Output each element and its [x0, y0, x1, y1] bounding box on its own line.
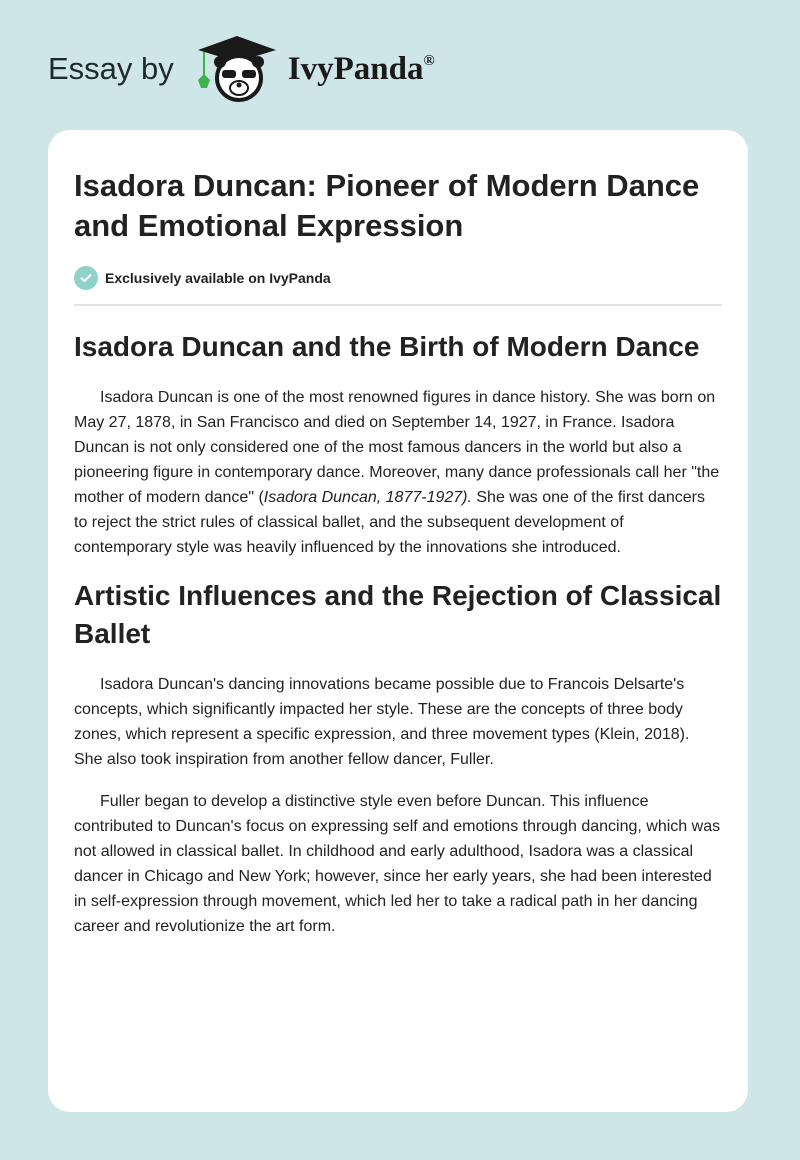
ivypanda-logo-icon[interactable]: [194, 34, 280, 104]
exclusive-badge: [74, 266, 722, 306]
ivypanda-brand[interactable]: [288, 51, 435, 88]
paragraph: Isadora Duncan's dancing innovations became possible due to Francois Delsarte's concepts, which significantly impacted her style. These are the concepts of three body zones, which represent a specific expression, and three movement types (Klein, 2018). She also took inspiration from another fellow dancer, Fuller.: [74, 676, 690, 768]
essay-by-label: Essay by: [48, 51, 174, 86]
citation-years: , 1877-1927).: [376, 489, 472, 506]
text: Isadora Duncan is one of the most renowned figures in dance history. She was born on May 27, 1878, in San Francisco and died on September 14, 1927, in France. Isadora Duncan is not only considered one of the most famous dancers in the world but also a pioneering figure in contemporary dance. Moreover, many dance professionals call her "the mother of modern dance" (: [74, 389, 720, 506]
check-icon: [74, 266, 98, 290]
section-heading: Isadora Duncan and the Birth of Modern Dance: [74, 331, 700, 362]
text: She was one of the first dancers to reject the strict rules of classical ballet, and the subsequent development of contemporary style was heavily influenced by the innovations she introduced.: [74, 489, 705, 556]
page-title: Isadora Duncan: Pioneer of Modern Dance and Emotional Expression: [74, 168, 700, 243]
essay-card: [48, 130, 748, 1112]
brand-name: IvyPanda: [287, 50, 424, 87]
section-heading: Artistic Influences and the Rejection of Classical Ballet: [74, 580, 722, 649]
paragraph: Fuller began to develop a distinctive style even before Duncan. This influence contributed to Duncan's focus on expressing self and emotions through dancing, which was not allowed in classical ballet. In childhood and early adulthood, Isadora was a classical dancer in Chicago and New York; however, since her early years, she had been interested in self-expression through movement, which led her to take a radical path in her dancing career and revolutionize the art form.: [74, 793, 721, 935]
registered-mark: ®: [423, 52, 435, 69]
site-header: [48, 34, 435, 104]
citation: Isadora Duncan: [263, 489, 377, 506]
badge-label: Exclusively available on IvyPanda: [105, 270, 331, 286]
paragraph: [74, 385, 722, 560]
